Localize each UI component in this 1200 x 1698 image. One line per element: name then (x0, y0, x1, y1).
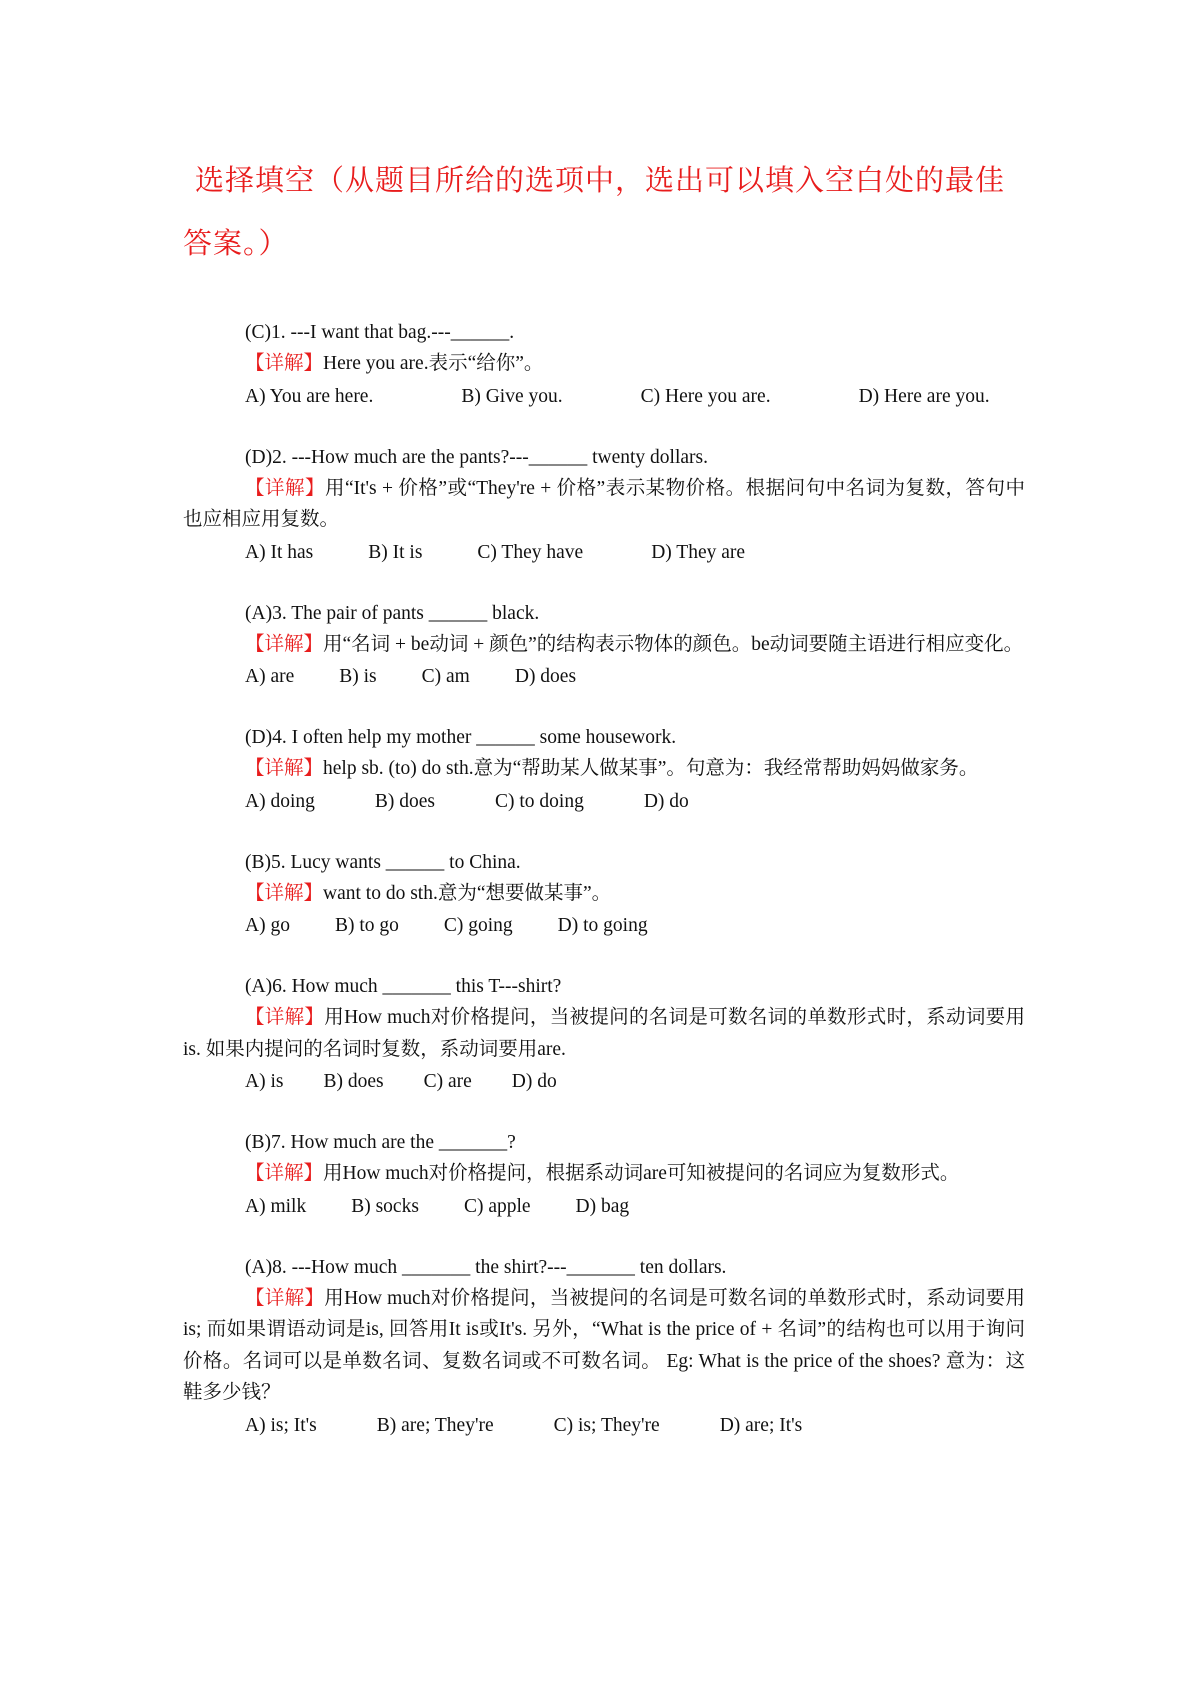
option-d: D) to going (557, 915, 648, 936)
question-stem: (D)4. I often help my mother ______ some housework. (245, 727, 677, 748)
question-explanation (183, 1283, 1025, 1409)
option-c: C) Here you are. (640, 385, 771, 407)
explanation-text: 用How much对价格提问，根据系动词are可知被提问的名词应为复数形式。 (323, 1163, 960, 1184)
option-b: B) to go (334, 915, 399, 936)
option-a: A) It has (245, 541, 314, 563)
question-4 (183, 723, 1025, 818)
option-d: D) do (511, 1071, 557, 1092)
explanation-tag: 【详解】 (245, 882, 324, 904)
document-page (183, 150, 1025, 1472)
option-d: D) They are (651, 541, 746, 563)
explanation-tag: 【详解】 (245, 353, 324, 374)
option-c: C) to doing (495, 790, 584, 812)
option-b: B) Give you. (461, 385, 563, 407)
option-b: B) are; They're (376, 1414, 494, 1436)
option-row (183, 536, 1025, 569)
question-5 (183, 848, 1025, 943)
option-b: B) is (339, 666, 377, 687)
question-2 (183, 443, 1025, 569)
option-a: A) are (245, 666, 295, 687)
question-1 (183, 318, 1025, 413)
explanation-tag: 【详解】 (245, 477, 325, 499)
option-b: B) It is (368, 541, 423, 563)
option-row (183, 1409, 1025, 1442)
question-explanation (183, 753, 1025, 785)
option-c: C) going (443, 915, 513, 936)
option-a: A) You are here. (245, 385, 374, 407)
question-stem: (A)3. The pair of pants ______ black. (245, 602, 540, 624)
option-d: D) Here are you. (858, 385, 990, 407)
question-stem: (D)2. ---How much are the pants?---______ twenty dollars. (245, 446, 708, 468)
option-row (183, 380, 1025, 413)
option-b: B) does (323, 1071, 384, 1092)
explanation-tag: 【详解】 (245, 1007, 325, 1028)
explanation-text: 用“It's + 价格”或“They're + 价格”表示某物价格。根据问句中名词为复数，答句中也应相应用复数。 (183, 477, 1025, 530)
question-explanation (183, 348, 1025, 380)
option-d: D) do (643, 790, 689, 812)
explanation-text: 用How much对价格提问，当被提问的名词是可数名词的单数形式时，系动词要用is; 而如果谓语动词是is, 回答用It is或It's. 另外，“What is the price of + 名词”的结构也可以用于询问价格。名词可以是单数名词、复数名词或不可数名词。 Eg: What is the price of the shoes? 意为：这鞋多少钱？ (183, 1287, 1025, 1403)
question-explanation (183, 878, 1025, 910)
option-a: A) doing (245, 790, 315, 812)
question-explanation (183, 473, 1025, 536)
option-a: A) go (245, 915, 290, 936)
question-7 (183, 1128, 1025, 1223)
explanation-text: want to do sth.意为“想要做某事”。 (323, 882, 612, 904)
explanation-text: Here you are.表示“给你”。 (323, 353, 544, 374)
option-c: C) apple (463, 1195, 531, 1217)
option-a: A) is; It's (245, 1414, 317, 1436)
question-explanation (183, 1002, 1025, 1065)
page-title: 选择填空（从题目所给的选项中，选出可以填入空白处的最佳答案。） (183, 165, 1006, 260)
question-6 (183, 972, 1025, 1098)
option-c: C) is; They're (553, 1414, 660, 1436)
option-d: D) bag (575, 1195, 630, 1217)
option-c: C) are (423, 1071, 472, 1092)
option-row (183, 909, 1025, 942)
question-3 (183, 599, 1025, 694)
question-stem: (B)7. How much are the _______? (245, 1132, 516, 1153)
option-d: D) does (514, 666, 577, 687)
question-list (183, 318, 1025, 1442)
question-explanation (183, 629, 1025, 661)
explanation-text: 用How much对价格提问，当被提问的名词是可数名词的单数形式时，系动词要用is. 如果内提问的名词时复数，系动词要用are. (183, 1007, 1025, 1060)
option-b: B) socks (351, 1195, 419, 1217)
option-row (183, 660, 1025, 693)
option-a: A) milk (245, 1195, 307, 1217)
explanation-text: 用“名词 + be动词 + 颜色”的结构表示物体的颜色。be动词要随主语进行相应变化。 (323, 633, 1024, 655)
question-stem: (A)8. ---How much _______ the shirt?---_______ ten dollars. (245, 1256, 727, 1278)
option-b: B) does (374, 790, 435, 812)
question-stem: (B)5. Lucy wants ______ to China. (245, 851, 521, 873)
question-stem: (C)1. ---I want that bag.---______. (245, 322, 515, 343)
question-explanation (183, 1158, 1025, 1190)
option-a: A) is (245, 1071, 284, 1092)
option-c: C) They have (477, 541, 584, 563)
question-8 (183, 1253, 1025, 1442)
explanation-tag: 【详解】 (245, 633, 324, 655)
option-d: D) are; It's (719, 1414, 803, 1436)
explanation-tag: 【详解】 (245, 1287, 325, 1309)
option-row (183, 1065, 1025, 1098)
explanation-tag: 【详解】 (245, 1163, 324, 1184)
explanation-tag: 【详解】 (245, 758, 324, 779)
option-row (183, 1190, 1025, 1223)
explanation-text: help sb. (to) do sth.意为“帮助某人做某事”。句意为：我经常帮助妈妈做家务。 (323, 758, 979, 779)
question-stem: (A)6. How much _______ this T---shirt? (245, 976, 562, 997)
option-row (183, 785, 1025, 818)
option-c: C) am (421, 666, 470, 687)
